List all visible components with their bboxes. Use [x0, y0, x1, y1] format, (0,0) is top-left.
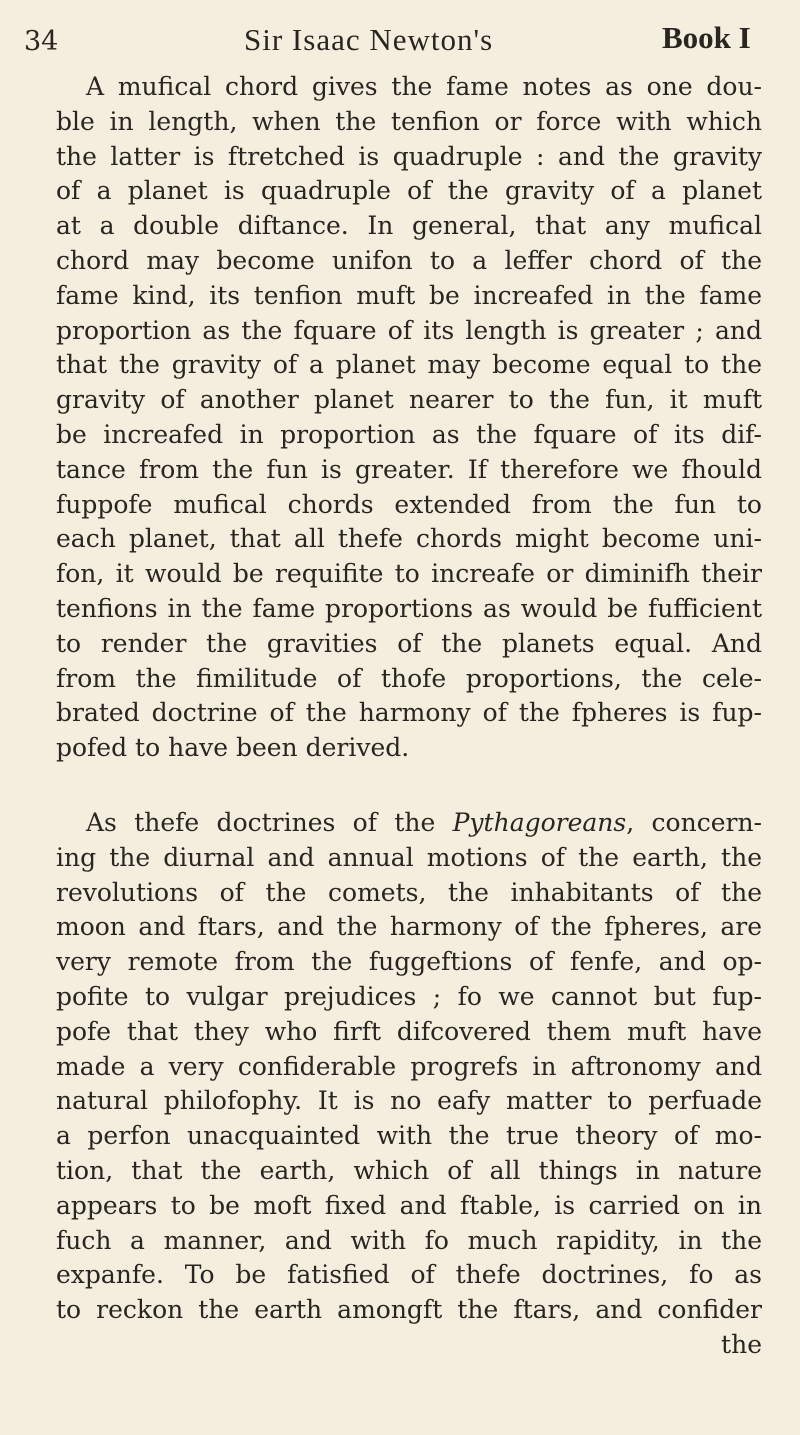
text-line: brated doctrine of the harmony of the fpheres is fup-: [56, 698, 762, 728]
text-line: fuppofe mufical chords extended from the fun to: [56, 489, 762, 519]
text-line: revolutions of the comets, the inhabitants of the: [56, 877, 762, 907]
text-line: be increafed in proportion as the fquare of its dif-: [56, 419, 762, 449]
catchword: the: [721, 1329, 762, 1359]
text-line: moon and ftars, and the harmony of the fpheres, are: [56, 912, 762, 942]
text-line: at a double diftance. In general, that any mufical: [56, 211, 762, 241]
italic-term: Pythagoreans: [452, 807, 627, 837]
text-line: very remote from the fuggeftions of fenfe, and op-: [56, 947, 762, 977]
text-line: fuch a manner, and with fo much rapidity, in the: [56, 1225, 762, 1255]
text-run: As thefe doctrines of the: [86, 807, 453, 837]
text-line: to reckon the earth amongft the ftars, and confider: [56, 1295, 762, 1325]
paragraph-1: [56, 70, 762, 766]
text-line: of a planet is quadruple of the gravity of a planet: [56, 176, 762, 206]
text-line: tion, that the earth, which of all things in nature: [56, 1155, 762, 1185]
text-line: [56, 806, 762, 841]
text-line: each planet, that all thefe chords might become uni-: [56, 524, 762, 554]
text-line: gravity of another planet nearer to the fun, it muft: [56, 385, 762, 415]
running-title: Sir Isaac Newton's: [244, 22, 494, 57]
text-line: made a very confiderable progrefs in aftronomy and: [56, 1051, 762, 1081]
text-line: A mufical chord gives the fame notes as one dou-: [86, 72, 762, 101]
text-line: pofe that they who firft difcovered them muft have: [56, 1016, 762, 1046]
body-text: [56, 70, 762, 1363]
text-line: tenfions in the fame proportions as would be fufficient: [56, 593, 762, 623]
paragraph-2: [56, 806, 762, 1328]
text-line: from the fimilitude of thofe proportions, the cele-: [56, 663, 762, 693]
book-label: Book I: [662, 20, 751, 55]
text-line: natural philofophy. It is no eafy matter to perfuade: [56, 1086, 762, 1116]
text-line: a perfon unacquainted with the true theory of mo-: [56, 1121, 762, 1151]
paragraph-gap: [56, 766, 762, 806]
text-line: ble in length, when the tenfion or force with which: [56, 106, 762, 136]
page-number: 34: [24, 26, 59, 57]
text-line: chord may become unifon to a leffer chord of the: [56, 245, 762, 275]
text-line: appears to be moft fixed and ftable, is carried on in: [56, 1190, 762, 1220]
text-line: to render the gravities of the planets equal. And: [56, 628, 762, 658]
text-line: that the gravity of a planet may become equal to the: [56, 350, 762, 380]
text-line: fame kind, its tenfion muft be increafed in the fame: [56, 280, 762, 310]
text-line: the latter is ftretched is quadruple : and the gravity: [56, 141, 762, 171]
text-run: , concern-: [626, 807, 762, 837]
text-line: fon, it would be requifite to increafe or diminifh their: [56, 559, 762, 589]
text-line: ing the diurnal and annual motions of the earth, the: [56, 842, 762, 872]
text-line: pofite to vulgar prejudices ; fo we cannot but fup-: [56, 981, 762, 1011]
text-line: pofed to have been derived.: [56, 733, 410, 763]
text-line: proportion as the fquare of its length is greater ; and: [56, 315, 762, 345]
text-line: expanfe. To be fatisfied of thefe doctrines, fo as: [56, 1260, 762, 1290]
text-line: tance from the fun is greater. If therefore we fhould: [56, 454, 762, 484]
